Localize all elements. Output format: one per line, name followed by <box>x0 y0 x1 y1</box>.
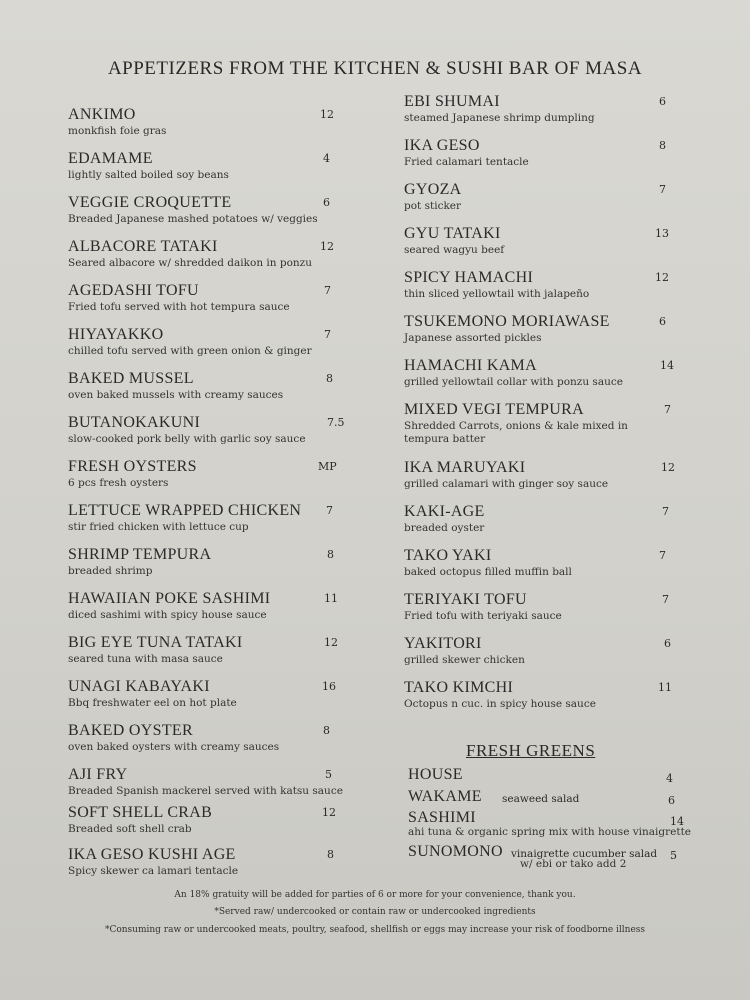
item-name: HIYAYAKKO <box>68 326 164 343</box>
green-description: w/ ebi or tako add 2 <box>520 858 627 870</box>
green-price: 4 <box>666 772 673 785</box>
item-price: 7 <box>324 284 331 297</box>
item-description: thin sliced yellowtail with jalapeño <box>404 288 590 300</box>
item-price: 12 <box>661 461 675 474</box>
item-description: Octopus n cuc. in spicy house sauce <box>404 698 596 710</box>
item-price: 6 <box>659 315 666 328</box>
item-name: GYU TATAKI <box>404 225 501 242</box>
item-name: LETTUCE WRAPPED CHICKEN <box>68 502 302 519</box>
item-name: SOFT SHELL CRAB <box>68 804 213 821</box>
item-description: Breaded soft shell crab <box>68 823 192 835</box>
item-name: KAKI-AGE <box>404 503 485 520</box>
green-price: 14 <box>670 815 684 828</box>
item-price: 11 <box>658 681 672 694</box>
item-description: Breaded Japanese mashed potatoes w/ veggies <box>68 213 318 225</box>
item-description: oven baked oysters with creamy sauces <box>68 741 280 753</box>
item-description: seared wagyu beef <box>404 244 505 256</box>
item-description: Japanese assorted pickles <box>404 332 542 344</box>
item-price: 14 <box>660 359 674 372</box>
item-description: Bbq freshwater eel on hot plate <box>68 697 237 709</box>
item-description: Spicy skewer ca lamari tentacle <box>68 865 239 877</box>
item-price: 7 <box>662 593 669 606</box>
item-name: SPICY HAMACHI <box>404 269 534 286</box>
item-price: 16 <box>322 680 336 693</box>
item-description: breaded oyster <box>404 522 485 534</box>
item-price: 7 <box>659 549 666 562</box>
green-description: ahi tuna & organic spring mix with house vinaigrette <box>408 826 692 838</box>
item-price: 12 <box>320 240 334 253</box>
item-name: BUTANOKAKUNI <box>68 414 201 431</box>
menu-title: APPETIZERS FROM THE KITCHEN & SUSHI BAR OF MASA <box>107 58 643 79</box>
item-name: BAKED OYSTER <box>68 722 193 739</box>
item-description: seared tuna with masa sauce <box>68 653 223 665</box>
item-name: YAKITORI <box>404 635 482 652</box>
item-description: Breaded Spanish mackerel served with katsu sauce <box>68 785 343 797</box>
item-name: ALBACORE TATAKI <box>68 238 218 255</box>
item-description: pot sticker <box>404 200 462 212</box>
item-description: lightly salted boiled soy beans <box>68 169 229 181</box>
gratuity-note: An 18% gratuity will be added for parties of 6 or more for your convenience, thank you. <box>174 890 576 900</box>
item-description: steamed Japanese shrimp dumpling <box>404 112 595 124</box>
item-price: 11 <box>324 592 338 605</box>
raw-note: *Served raw/ undercooked or contain raw or undercooked ingredients <box>214 907 536 917</box>
item-name: BIG EYE TUNA TATAKI <box>68 634 243 651</box>
item-description: slow-cooked pork belly with garlic soy sauce <box>68 433 306 445</box>
item-description: diced sashimi with spicy house sauce <box>68 609 267 621</box>
item-name: HAMACHI KAMA <box>404 357 537 374</box>
item-description: Fried calamari tentacle <box>404 156 529 168</box>
item-price: 7.5 <box>327 416 345 429</box>
item-name: TAKO KIMCHI <box>404 679 514 696</box>
item-description: baked octopus filled muffin ball <box>404 566 572 578</box>
item-price: 8 <box>327 848 334 861</box>
item-description: grilled yellowtail collar with ponzu sauce <box>404 376 623 388</box>
green-price: 6 <box>668 794 675 807</box>
item-name: EBI SHUMAI <box>404 93 500 110</box>
item-name: HAWAIIAN POKE SASHIMI <box>68 590 271 607</box>
item-description: grilled calamari with ginger soy sauce <box>404 478 609 490</box>
item-price: 7 <box>662 505 669 518</box>
item-name: MIXED VEGI TEMPURA <box>404 401 584 418</box>
green-name: WAKAME <box>408 788 482 805</box>
item-price: 4 <box>323 152 330 165</box>
green-name: SASHIMI <box>408 809 476 826</box>
item-name: AJI FRY <box>68 766 128 783</box>
item-name: ANKIMO <box>68 106 136 123</box>
item-name: AGEDASHI TOFU <box>68 282 199 299</box>
item-name: SHRIMP TEMPURA <box>68 546 212 563</box>
green-inline-description: seaweed salad <box>502 793 580 805</box>
item-name: GYOZA <box>404 181 462 198</box>
item-price: 8 <box>323 724 330 737</box>
item-price: 6 <box>664 637 671 650</box>
item-name: BAKED MUSSEL <box>68 370 194 387</box>
item-description: oven baked mussels with creamy sauces <box>68 389 284 401</box>
item-price: 12 <box>322 806 336 819</box>
item-price: 6 <box>323 196 330 209</box>
item-price: 8 <box>327 548 334 561</box>
item-description: stir fried chicken with lettuce cup <box>68 521 249 533</box>
item-name: TSUKEMONO MORIAWASE <box>404 313 610 330</box>
green-price: 5 <box>670 849 677 862</box>
item-description: Fried tofu served with hot tempura sauce <box>68 301 290 313</box>
consumption-warning: *Consuming raw or undercooked meats, poultry, seafood, shellfish or eggs may increase your risk of foodborne illness <box>104 925 646 935</box>
item-description: grilled skewer chicken <box>404 654 525 666</box>
item-price: 13 <box>655 227 669 240</box>
green-name: HOUSE <box>408 766 463 783</box>
item-price: 7 <box>324 328 331 341</box>
green-inline-description: vinaigrette cucumber salad <box>511 848 658 860</box>
item-name: IKA GESO KUSHI AGE <box>68 846 236 863</box>
item-name: IKA MARUYAKI <box>404 459 526 476</box>
item-name: IKA GESO <box>404 137 480 154</box>
item-price: 7 <box>659 183 666 196</box>
item-price: 12 <box>655 271 669 284</box>
item-name: TAKO YAKI <box>404 547 492 564</box>
item-name: FRESH OYSTERS <box>68 458 197 475</box>
item-name: TERIYAKI TOFU <box>404 591 527 608</box>
item-description: Fried tofu with teriyaki sauce <box>404 610 562 622</box>
item-price: 8 <box>326 372 333 385</box>
item-description: Seared albacore w/ shredded daikon in ponzu <box>68 257 312 269</box>
item-name: EDAMAME <box>68 150 153 167</box>
item-description: Shredded Carrots, onions & kale mixed in tempura batter <box>404 420 628 445</box>
item-name: VEGGIE CROQUETTE <box>68 194 232 211</box>
item-description: monkfish foie gras <box>68 125 167 137</box>
item-price: MP <box>318 460 337 473</box>
item-name: UNAGI KABAYAKI <box>68 678 210 695</box>
green-name: SUNOMONO <box>408 843 503 860</box>
item-price: 12 <box>320 108 334 121</box>
item-description: 6 pcs fresh oysters <box>68 477 169 489</box>
item-price: 8 <box>659 139 666 152</box>
item-description: breaded shrimp <box>68 565 153 577</box>
item-price: 12 <box>324 636 338 649</box>
item-price: 7 <box>326 504 333 517</box>
fresh-greens-heading: FRESH GREENS <box>466 741 596 760</box>
item-price: 6 <box>659 95 666 108</box>
item-description: chilled tofu served with green onion & ginger <box>68 345 312 357</box>
item-price: 5 <box>325 768 332 781</box>
item-price: 7 <box>664 403 671 416</box>
